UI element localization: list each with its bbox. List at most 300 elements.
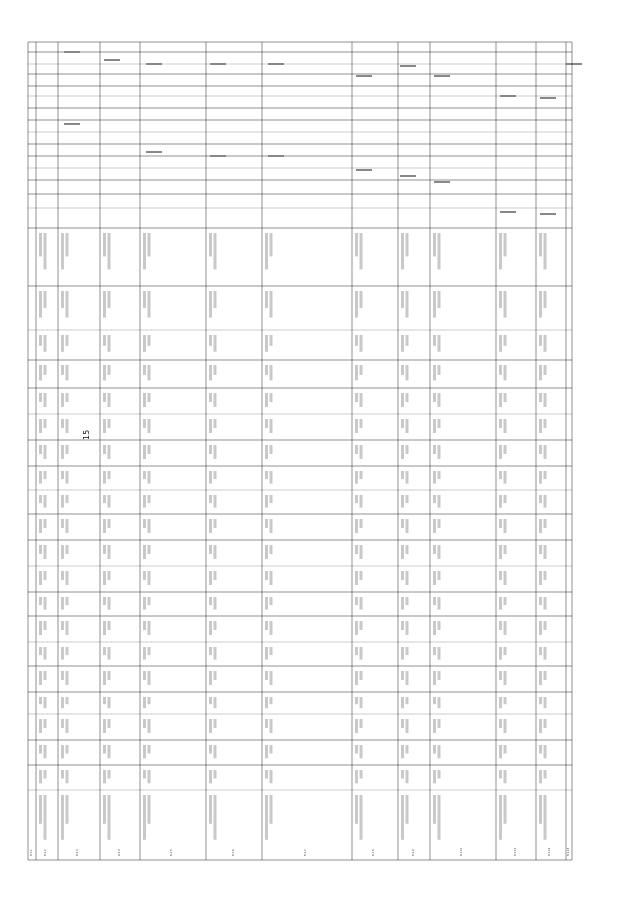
row-code: 8.1.9	[412, 849, 415, 856]
cell-text-block	[406, 745, 409, 754]
cell-text-block	[66, 647, 69, 655]
cell-text-block	[433, 770, 436, 783]
cell-text-block	[108, 719, 111, 728]
cell-text-block	[355, 745, 358, 754]
cell-text-block	[66, 519, 69, 533]
cell-text-block	[539, 571, 542, 585]
cell-text-block	[39, 671, 42, 685]
cell-text-block	[61, 795, 64, 840]
cell-text-block	[406, 445, 409, 454]
cell-text-block	[66, 597, 69, 605]
cell-text-block	[499, 335, 502, 352]
cell-text-block	[44, 291, 47, 308]
cell-text-block	[66, 545, 69, 554]
cell-text-block	[61, 597, 64, 610]
cell-text-block	[401, 233, 404, 269]
cell-text-block	[539, 745, 542, 754]
cell-text-block	[401, 697, 404, 708]
cell-text-block	[143, 795, 146, 840]
cell-text-block	[355, 621, 358, 635]
cell-text-block	[433, 393, 436, 402]
cell-text-block	[544, 621, 547, 630]
cell-text-block	[544, 291, 547, 308]
cell-text-block	[433, 519, 436, 533]
cell-text-block	[44, 335, 47, 352]
cell-text-block	[539, 393, 542, 402]
cell-text-block	[270, 291, 273, 318]
cell-text-block	[108, 471, 111, 479]
cell-text-block	[61, 519, 64, 528]
row-code: 8.1.12	[548, 847, 551, 856]
cell-text-block	[544, 671, 547, 680]
cell-text-block	[544, 393, 547, 407]
cell-text-block	[108, 365, 111, 375]
cell-text-block	[39, 291, 42, 318]
cell-text-block	[544, 597, 547, 610]
cell-text-block	[406, 697, 409, 704]
cell-text-block	[401, 471, 404, 479]
cell-text-block	[108, 571, 111, 580]
cell-text-block	[148, 519, 151, 533]
cell-text-block	[360, 719, 363, 728]
cell-text-block	[438, 745, 441, 758]
cell-text-block	[209, 719, 212, 733]
cell-text-block	[143, 365, 146, 375]
cell-text-block	[544, 571, 547, 580]
cell-text-block	[544, 365, 547, 375]
cell-text-block	[214, 419, 217, 428]
cell-text-block	[270, 545, 273, 554]
cell-text-block	[66, 719, 69, 733]
cell-text-block	[438, 471, 441, 479]
cell-text-block	[108, 770, 111, 779]
cell-text-block	[406, 571, 409, 585]
cell-text-block	[360, 291, 363, 308]
cell-text-block	[270, 445, 273, 454]
cell-text-block	[39, 770, 42, 783]
cell-text-block	[108, 647, 111, 660]
cell-text-block	[66, 621, 69, 635]
cell-text-block	[39, 393, 42, 402]
cell-text-block	[499, 445, 502, 459]
cell-text-block	[214, 745, 217, 758]
cell-text-block	[148, 419, 151, 433]
cell-text-block	[544, 719, 547, 728]
cell-text-block	[103, 571, 106, 585]
cell-text-block	[504, 393, 507, 402]
row-code: 8.1.1	[30, 849, 33, 856]
cell-text-block	[209, 393, 212, 402]
row-code: 8.1.11	[514, 847, 517, 856]
cell-text-block	[209, 770, 212, 783]
cell-text-block	[544, 545, 547, 559]
cell-text-block	[499, 621, 502, 630]
cell-text-block	[265, 495, 268, 508]
cell-text-block	[265, 545, 268, 559]
cell-text-block	[103, 621, 106, 635]
cell-text-block	[355, 471, 358, 484]
cell-text-block	[148, 365, 151, 380]
cell-text-block	[360, 545, 363, 559]
cell-text-block	[214, 233, 217, 269]
cell-text-block	[108, 795, 111, 840]
cell-text-block	[438, 335, 441, 352]
cell-text-block	[61, 291, 64, 308]
cell-text-block	[438, 621, 441, 630]
cell-text-block	[108, 419, 111, 428]
cell-text-block	[61, 393, 64, 407]
cell-text-block	[539, 597, 542, 605]
cell-text-block	[499, 291, 502, 308]
cell-text-block	[499, 419, 502, 428]
cell-text-block	[61, 365, 64, 375]
cell-text-block	[44, 471, 47, 479]
cell-text-block	[265, 393, 268, 407]
cell-text-block	[143, 495, 146, 508]
cell-text-block	[544, 419, 547, 428]
cell-text-block	[209, 621, 212, 635]
cell-text-block	[544, 335, 547, 352]
cell-text-block	[265, 795, 268, 840]
cell-text-block	[214, 571, 217, 580]
cell-text-block	[214, 719, 217, 728]
cell-text-block	[406, 719, 409, 733]
cell-text-block	[433, 597, 436, 605]
cell-text-block	[270, 719, 273, 733]
cell-text-block	[504, 291, 507, 318]
cell-text-block	[103, 335, 106, 346]
cell-text-block	[61, 545, 64, 559]
cell-text-block	[44, 519, 47, 528]
cell-text-block	[143, 291, 146, 308]
row-code: 8.1.5	[170, 849, 173, 856]
cell-text-block	[61, 621, 64, 630]
cell-text-block	[433, 745, 436, 754]
cell-text-block	[214, 365, 217, 375]
cell-text-block	[66, 770, 69, 783]
cell-text-block	[504, 519, 507, 533]
cell-text-block	[544, 471, 547, 479]
cell-text-block	[401, 495, 404, 508]
cell-text-block	[401, 335, 404, 352]
cell-text-block	[438, 795, 441, 840]
cell-text-block	[499, 647, 502, 660]
cell-text-block	[438, 697, 441, 708]
cell-text-block	[39, 745, 42, 754]
cell-text-block	[270, 745, 273, 754]
cell-text-block	[44, 365, 47, 375]
cell-text-block	[539, 545, 542, 554]
cell-text-block	[103, 445, 106, 454]
cell-text-block	[66, 335, 69, 346]
cell-text-block	[66, 571, 69, 585]
cell-text-block	[103, 745, 106, 754]
cell-text-block	[360, 519, 363, 528]
cell-text-block	[438, 647, 441, 660]
cell-text-block	[265, 335, 268, 352]
cell-text-block	[438, 419, 441, 428]
cell-text-block	[406, 795, 409, 824]
cell-text-block	[406, 365, 409, 380]
cell-text-block	[433, 335, 436, 346]
cell-text-block	[265, 647, 268, 660]
cell-text-block	[39, 335, 42, 346]
cell-text-block	[66, 365, 69, 380]
cell-text-block	[61, 647, 64, 660]
cell-text-block	[108, 597, 111, 610]
cell-text-block	[499, 697, 502, 708]
cell-text-block	[39, 233, 42, 256]
cell-text-block	[355, 393, 358, 402]
cell-text-block	[539, 335, 542, 346]
cell-text-block	[39, 621, 42, 635]
cell-text-block	[433, 571, 436, 585]
cell-text-block	[148, 233, 151, 256]
cell-text-block	[103, 495, 106, 503]
cell-text-block	[44, 419, 47, 428]
cell-text-block	[214, 697, 217, 708]
cell-text-block	[103, 545, 106, 554]
cell-text-block	[539, 697, 542, 704]
cell-text-block	[39, 697, 42, 704]
cell-text-block	[438, 597, 441, 610]
cell-text-block	[143, 393, 146, 407]
cell-text-block	[544, 445, 547, 459]
cell-text-block	[265, 745, 268, 758]
cell-text-block	[108, 697, 111, 708]
cell-text-block	[438, 495, 441, 508]
cell-text-block	[504, 597, 507, 605]
cell-text-block	[265, 671, 268, 680]
cell-text-block	[66, 291, 69, 318]
cell-text-block	[61, 719, 64, 728]
cell-text-block	[360, 745, 363, 758]
cell-text-block	[270, 335, 273, 346]
cell-text-block	[44, 719, 47, 728]
cell-text-block	[143, 597, 146, 610]
cell-text-block	[44, 697, 47, 708]
cell-text-block	[539, 365, 542, 380]
cell-text-block	[355, 795, 358, 824]
cell-text-block	[39, 365, 42, 380]
cell-text-block	[544, 745, 547, 758]
cell-text-block	[66, 445, 69, 454]
cell-text-block	[39, 445, 42, 454]
cell-text-block	[355, 335, 358, 346]
cell-text-block	[433, 719, 436, 733]
cell-text-block	[544, 495, 547, 508]
cell-text-block	[270, 647, 273, 655]
cell-text-block	[504, 365, 507, 380]
cell-text-block	[148, 291, 151, 318]
cell-text-block	[103, 597, 106, 605]
cell-text-block	[61, 445, 64, 459]
cell-text-block	[143, 647, 146, 660]
cell-text-block	[44, 621, 47, 630]
cell-text-block	[44, 597, 47, 610]
cell-text-block	[108, 745, 111, 758]
row-code: 8.1.6	[232, 849, 235, 856]
cell-text-block	[406, 471, 409, 484]
cell-text-block	[265, 291, 268, 308]
cell-text-block	[438, 571, 441, 580]
cell-text-block	[360, 471, 363, 479]
cell-text-block	[214, 621, 217, 630]
cell-text-block	[209, 795, 212, 824]
cell-text-block	[544, 519, 547, 528]
cell-text-block	[103, 697, 106, 704]
cell-text-block	[360, 671, 363, 680]
cell-text-block	[148, 745, 151, 754]
cell-text-block	[265, 571, 268, 580]
cell-text-block	[433, 545, 436, 554]
cell-text-block	[504, 335, 507, 346]
cell-text-block	[355, 770, 358, 783]
cell-text-block	[265, 770, 268, 779]
cell-text-block	[214, 335, 217, 352]
cell-text-block	[148, 795, 151, 824]
cell-text-block	[438, 519, 441, 528]
cell-text-block	[504, 495, 507, 503]
cell-text-block	[148, 770, 151, 783]
cell-text-block	[39, 519, 42, 533]
cell-text-block	[433, 647, 436, 655]
cell-text-block	[265, 697, 268, 708]
cell-text-block	[355, 671, 358, 685]
cell-text-block	[539, 291, 542, 318]
cell-text-block	[544, 697, 547, 708]
cell-text-block	[355, 365, 358, 380]
cell-text-block	[44, 745, 47, 758]
cell-text-block	[148, 647, 151, 655]
cell-text-block	[143, 745, 146, 758]
cell-text-block	[44, 647, 47, 660]
cell-text-block	[209, 445, 212, 454]
cell-text-block	[499, 393, 502, 407]
cell-text-block	[270, 671, 273, 685]
cell-text-block	[103, 719, 106, 733]
cell-text-block	[360, 365, 363, 375]
cell-text-block	[66, 745, 69, 754]
cell-text-block	[355, 419, 358, 433]
cell-text-block	[148, 719, 151, 733]
cell-text-block	[39, 719, 42, 733]
cell-text-block	[103, 365, 106, 380]
cell-text-block	[504, 745, 507, 754]
cell-text-block	[66, 393, 69, 402]
cell-text-block	[360, 571, 363, 580]
cell-text-block	[406, 671, 409, 685]
cell-text-block	[44, 770, 47, 779]
cell-text-block	[66, 233, 69, 256]
cell-text-block	[499, 519, 502, 528]
row-code: 8.1.2	[44, 849, 47, 856]
cell-text-block	[438, 365, 441, 375]
cell-text-block	[504, 621, 507, 635]
cell-text-block	[355, 545, 358, 554]
cell-text-block	[103, 419, 106, 433]
cell-text-block	[143, 545, 146, 559]
cell-text-block	[433, 445, 436, 454]
cell-text-block	[499, 770, 502, 779]
cell-text-block	[355, 495, 358, 503]
cell-text-block	[265, 419, 268, 428]
row-code: 8.1.10	[460, 847, 463, 856]
cell-text-block	[401, 393, 404, 407]
cell-text-block	[61, 745, 64, 758]
cell-text-block	[265, 445, 268, 459]
cell-text-block	[539, 795, 542, 824]
cell-text-block	[148, 445, 151, 454]
cell-text-block	[270, 393, 273, 402]
cell-text-block	[270, 597, 273, 605]
cell-text-block	[143, 697, 146, 708]
cell-text-block	[66, 671, 69, 685]
cell-text-block	[108, 545, 111, 559]
cell-text-block	[61, 471, 64, 479]
cell-text-block	[499, 719, 502, 728]
cell-text-block	[44, 571, 47, 580]
cell-text-block	[499, 571, 502, 580]
cell-text-block	[148, 597, 151, 605]
cell-text-block	[108, 445, 111, 459]
cell-text-block	[539, 233, 542, 256]
cell-text-block	[406, 495, 409, 503]
cell-text-block	[438, 291, 441, 308]
cell-text-block	[61, 233, 64, 269]
cell-text-block	[401, 419, 404, 428]
cell-text-block	[103, 795, 106, 824]
cell-text-block	[209, 291, 212, 318]
cell-text-block	[360, 445, 363, 459]
cell-text-block	[103, 671, 106, 685]
cell-text-block	[438, 671, 441, 680]
cell-text-block	[143, 621, 146, 630]
cell-text-block	[148, 545, 151, 554]
cell-text-block	[504, 571, 507, 585]
cell-text-block	[214, 545, 217, 559]
cell-text-block	[214, 795, 217, 840]
cell-text-block	[406, 519, 409, 533]
cell-text-block	[214, 597, 217, 610]
cell-text-block	[438, 393, 441, 407]
cell-text-block	[61, 697, 64, 708]
cell-text-block	[438, 545, 441, 559]
cell-text-block	[44, 671, 47, 680]
cell-text-block	[44, 495, 47, 508]
cell-text-block	[270, 519, 273, 533]
cell-text-block	[539, 471, 542, 484]
cell-text-block	[39, 795, 42, 824]
cell-text-block	[401, 719, 404, 728]
cell-text-block	[39, 571, 42, 585]
cell-text-block	[214, 647, 217, 660]
cell-text-block	[433, 419, 436, 433]
cell-text-block	[66, 795, 69, 824]
cell-text-block	[360, 335, 363, 352]
cell-text-block	[148, 393, 151, 402]
cell-text-block	[504, 671, 507, 685]
cell-text-block	[504, 770, 507, 783]
cell-text-block	[544, 770, 547, 779]
cell-text-block	[108, 621, 111, 630]
cell-text-block	[270, 571, 273, 585]
cell-text-block	[39, 495, 42, 503]
cell-text-block	[143, 233, 146, 269]
cell-text-block	[360, 419, 363, 428]
row-code: 8.1.7	[304, 849, 307, 856]
cell-text-block	[270, 471, 273, 484]
